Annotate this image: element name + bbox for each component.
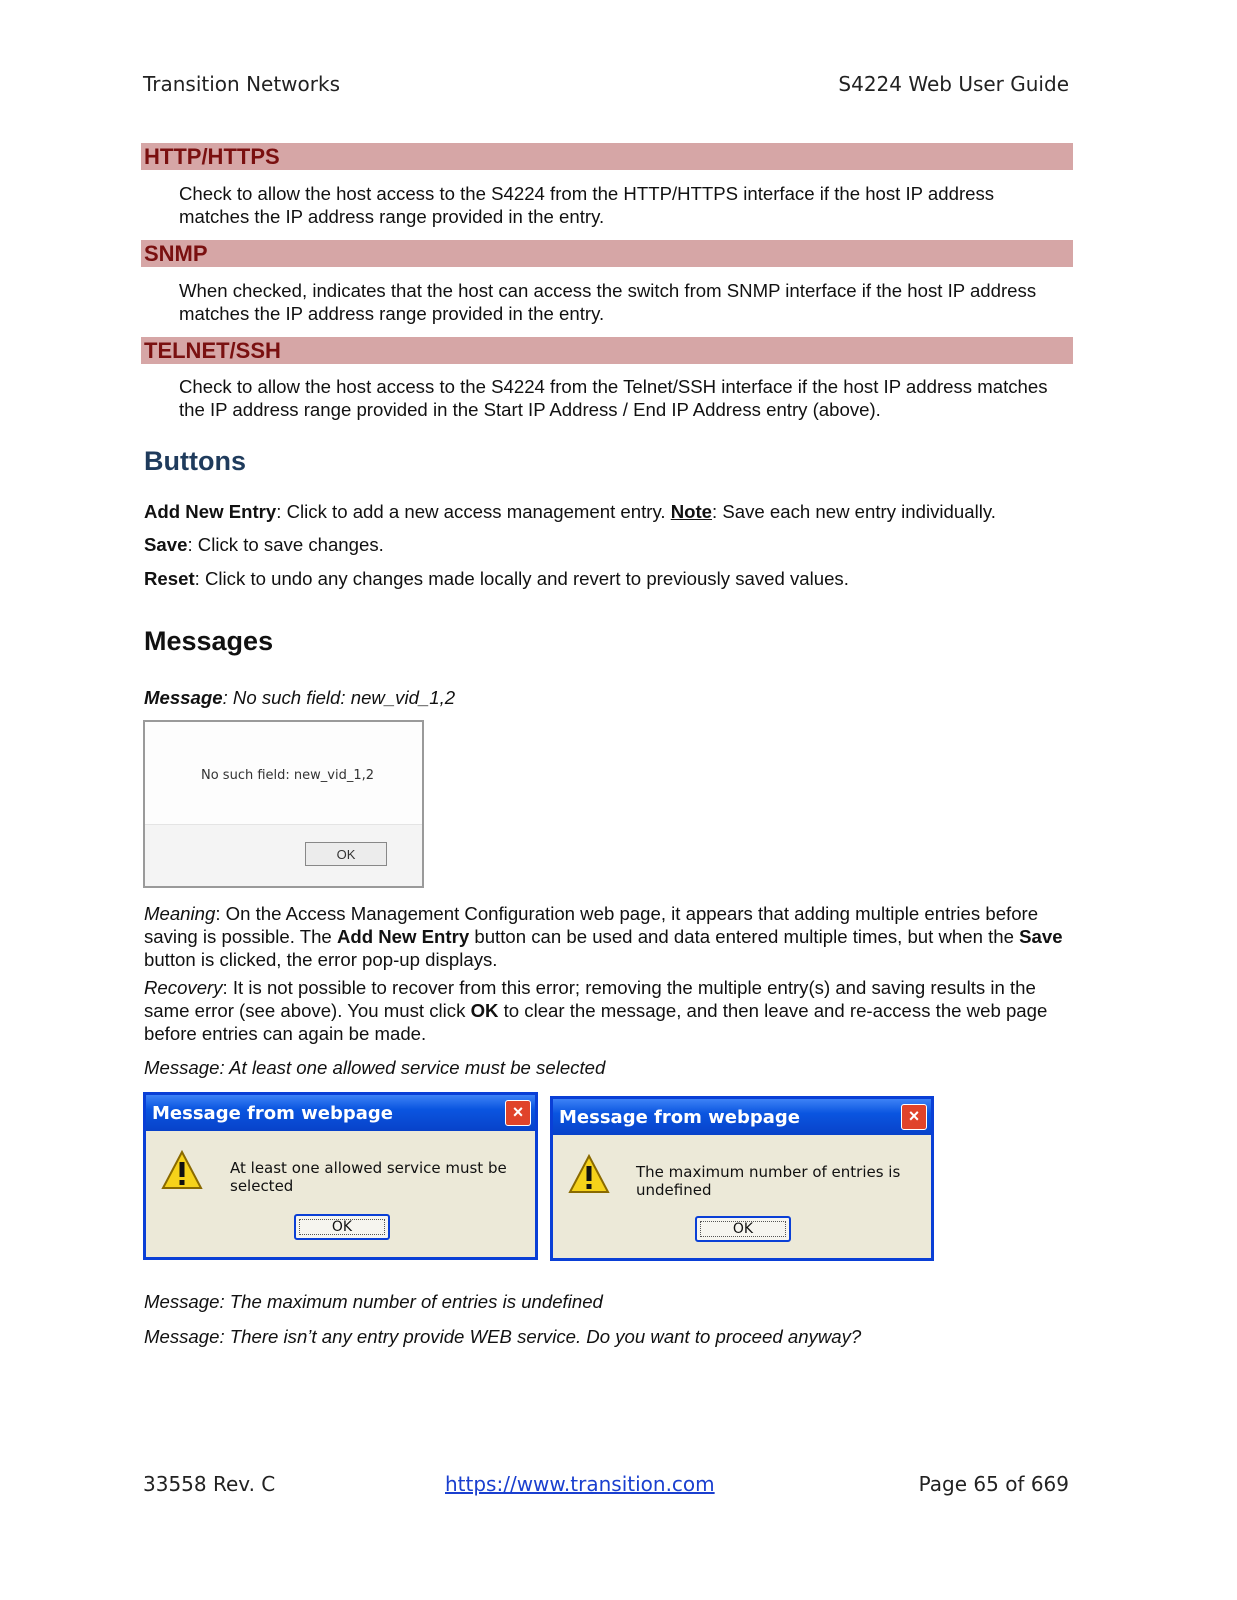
section-title: SNMP (144, 241, 208, 266)
dialog-title: Message from webpage (152, 1103, 393, 1124)
section-bar-snmp (141, 240, 1073, 267)
add-entry-text: : Click to add a new access management entry. (276, 501, 671, 522)
message-1: Message: No such field: new_vid_1,2 (144, 687, 456, 708)
recovery-text: to clear the message, and then leave and re-access the web page before entries can again be made. (144, 1000, 1048, 1044)
meaning-text: button is clicked, the error pop-up displays. (144, 949, 498, 970)
header-left: Transition Networks (143, 72, 341, 96)
meaning-text: button can be used and data entered multiple times, but when the (469, 926, 1020, 947)
footer-left: 33558 Rev. C (143, 1472, 276, 1496)
message-text: At least one allowed service must be selected (229, 1057, 606, 1078)
message-text: There isn’t any entry provide WEB service. Do you want to proceed anyway? (229, 1326, 862, 1347)
recovery-text: : It is not possible to recover from this error; removing the multiple entry(s) and saving results in the same error (see above). You must click (144, 977, 1036, 1021)
meaning-label: Meaning (144, 903, 216, 924)
recovery-para (144, 976, 1074, 1045)
recovery-bold: OK (470, 1000, 499, 1021)
ok-button[interactable]: OK (695, 1216, 791, 1242)
message-4: Message: There isn’t any entry provide WEB service. Do you want to proceed anyway? (144, 1326, 862, 1347)
reset-text: : Click to undo any changes made locally and revert to previously saved values. (194, 568, 849, 589)
note-text: : Save each new entry individually. (712, 501, 996, 522)
section-desc: When checked, indicates that the host can access the switch from SNMP interface if the host IP address matches the IP address range provided in the entry. (179, 280, 1037, 324)
warning-icon (161, 1150, 203, 1190)
meaning-bold: Add New Entry (336, 926, 470, 947)
footer-right: Page 65 of 669 (918, 1472, 1069, 1496)
section-bar-http (141, 143, 1073, 170)
message-text: The maximum number of entries is undefined (229, 1291, 603, 1312)
recovery-label: Recovery (144, 977, 223, 998)
save-label: Save (144, 534, 188, 555)
add-entry-line (144, 500, 1074, 523)
message-2: Message: At least one allowed service must be selected (144, 1057, 606, 1078)
message-label: Message (144, 1057, 220, 1078)
reset-label: Reset (144, 568, 195, 589)
section-desc: Check to allow the host access to the S4224 from the HTTP/HTTPS interface if the host IP address matches the IP address range provided in the entry. (179, 183, 995, 227)
dialog-title-bar (146, 1095, 535, 1131)
meaning-para (144, 902, 1074, 971)
message-label: Message (144, 1326, 220, 1347)
section-title: HTTP/HTTPS (144, 144, 280, 169)
reset-line (144, 567, 1074, 590)
messages-heading: Messages (144, 626, 274, 656)
message-label: Message (144, 687, 223, 708)
save-text: : Click to save changes. (187, 534, 384, 555)
section-bar-telnet (141, 337, 1073, 364)
dialog-body (145, 722, 422, 825)
save-line (144, 533, 1074, 556)
dialog-allowed-service (143, 1092, 538, 1260)
dialog-title: Message from webpage (559, 1107, 800, 1128)
ok-button[interactable]: OK (305, 842, 387, 866)
message-text: No such field: new_vid_1,2 (232, 687, 456, 708)
header-right: S4224 Web User Guide (838, 72, 1069, 96)
dialog-message: At least one allowed service must be selected (230, 1159, 507, 1195)
dialog-message: The maximum number of entries is undefined (636, 1163, 901, 1199)
meaning-text: : On the Access Management Configuration web page, it appears that adding multiple entries before saving is possible. The (144, 903, 1039, 947)
dialog-title-bar (553, 1099, 931, 1135)
note-label: Note (670, 501, 713, 522)
section-title: TELNET/SSH (144, 338, 281, 363)
dialog-max-entries (550, 1096, 934, 1261)
close-icon[interactable]: × (505, 1100, 531, 1126)
dialog-message: No such field: new_vid_1,2 (201, 768, 375, 783)
section-desc: Check to allow the host access to the S4224 from the Telnet/SSH interface if the host IP address matches the IP address range provided in the Start IP Address / End IP Address entry (above). (179, 376, 1048, 420)
footer-link[interactable]: https://www.transition.com (445, 1472, 715, 1496)
message-3: Message: The maximum number of entries is undefined (144, 1291, 603, 1312)
ok-button[interactable]: OK (294, 1214, 390, 1240)
buttons-heading: Buttons (144, 446, 246, 476)
meaning-bold: Save (1019, 926, 1063, 947)
message-label: Message (144, 1291, 220, 1312)
add-entry-label: Add New Entry (144, 501, 277, 522)
dialog-no-such-field (143, 720, 424, 888)
close-icon[interactable]: × (901, 1104, 927, 1130)
warning-icon (568, 1154, 610, 1194)
